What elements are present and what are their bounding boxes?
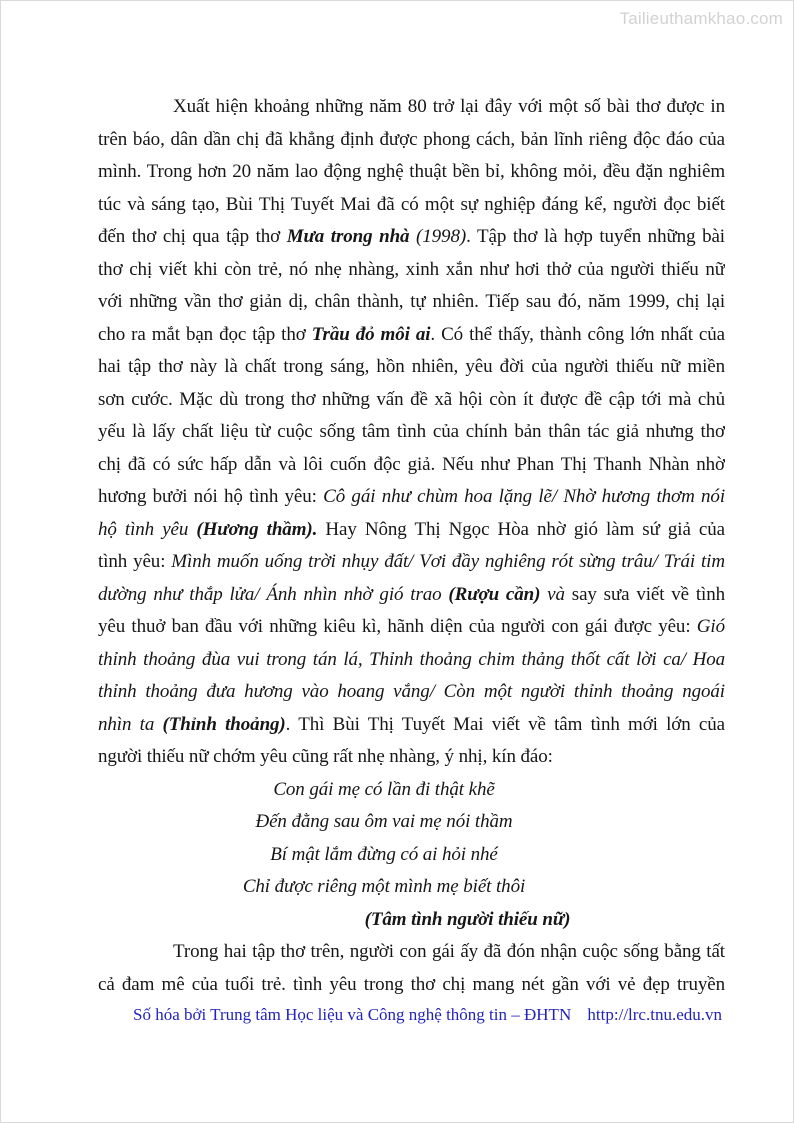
text-run: túc và sáng tạo, Bùi Thị Tuyết Mai đã có một sự nghiệp đáng kể, người đọc biết	[98, 193, 725, 215]
poem-block	[98, 774, 725, 904]
paragraph-1-line	[98, 579, 725, 612]
text-run: Con gái mẹ có lần đi thật khẽ	[273, 778, 495, 800]
paragraph-1-line	[98, 481, 725, 514]
text-run: chị đã có sức hấp dẫn và lôi cuốn độc giả. Nếu như Phan Thị Thanh Nhàn nhờ	[98, 453, 725, 475]
paragraph-1-line	[98, 319, 725, 352]
text-run: cả đam mê của tuổi trẻ. tình yêu trong thơ chị mang nét gần với vẻ đẹp truyền	[98, 973, 725, 995]
paragraph-1-line	[98, 124, 725, 157]
paragraph-1-line	[98, 91, 725, 124]
text-run: (Tâm tình người thiếu nữ)	[364, 908, 571, 930]
text-run: . Tập thơ là hợp tuyển những bài	[466, 226, 725, 247]
text-run: hương bưởi nói hộ tình yêu:	[98, 486, 324, 507]
poem-attribution	[98, 904, 725, 937]
text-run: Hay Nông Thị Ngọc Hòa nhờ gió làm sứ giả của	[317, 518, 725, 540]
paragraph-1-line	[98, 709, 725, 742]
text-run: mình. Trong hơn 20 năm lao động nghệ thuật bền bỉ, không mỏi, đều đặn nghiêm	[98, 161, 725, 182]
text-run: Gió	[696, 616, 725, 637]
text-run: Chỉ được riêng một mình mẹ biết thôi	[242, 876, 526, 897]
paragraph-2-line	[98, 936, 725, 969]
text-run: thỉnh thoảng đưa hương vào hoang vắng/ Còn một người thỉnh thoảng ngoái	[98, 681, 725, 702]
paragraph-1-line	[98, 221, 725, 254]
poem-block-line	[98, 774, 725, 807]
paragraph-1-line	[98, 611, 725, 644]
paragraph-1-line	[98, 644, 725, 677]
text-run: say sưa viết về tình	[564, 583, 725, 605]
text-run: hai tập thơ này là chất trong sáng, hồn nhiên, yêu đời của người thiếu nữ miền	[98, 356, 725, 377]
paragraph-1-line	[98, 741, 725, 774]
paragraph-1-line	[98, 384, 725, 417]
paragraph-1-line	[98, 676, 725, 709]
paragraph-1-line	[98, 416, 725, 449]
text-run: Trầu đỏ môi ai	[311, 323, 431, 345]
text-run: Xuất hiện khoảng những năm 80 trở lại đây với một số bài thơ được in	[173, 96, 725, 117]
text-run: . Thì Bùi Thị Tuyết Mai viết về tâm tình mới lớn của	[285, 713, 725, 735]
paragraph-1-line	[98, 546, 725, 579]
paragraph-2-line	[98, 969, 725, 1002]
text-run: đến thơ chị qua tập thơ	[98, 226, 287, 247]
text-run: Trong hai tập thơ trên, người con gái ấy đã đón nhận cuộc sống bằng tất	[173, 941, 725, 962]
paragraph-2	[98, 936, 725, 1001]
text-run: Đến đằng sau ôm vai mẹ nói thầm	[255, 811, 513, 832]
text-run: (Rượu cần)	[448, 583, 541, 605]
text-run: (Thỉnh thoảng)	[162, 713, 286, 735]
text-run: trên báo, dân dần chị đã khẳng định được phong cách, bản lĩnh riêng độc đáo của	[98, 128, 725, 150]
text-run: người thiếu nữ chớm yêu cũng rất nhẹ nhàng, ý nhị, kín đáo:	[98, 746, 553, 767]
footer-link[interactable]: http://lrc.tnu.edu.vn	[587, 1005, 722, 1024]
text-run: . Có thể thấy, thành công lớn nhất của	[430, 323, 725, 345]
poem-block-line	[98, 806, 725, 839]
text-run: dường như thắp lửa/ Ánh nhìn nhờ gió trao	[98, 583, 449, 605]
text-run: Mưa trong nhà	[286, 226, 410, 247]
paragraph-1-line	[98, 156, 725, 189]
page-footer	[98, 1003, 722, 1027]
text-run: yếu là lấy chất liệu từ cuộc sống tâm tình của chính bản thân tác giả nhưng thơ	[98, 421, 725, 442]
text-run: sơn cước. Mặc dù trong thơ những vấn đề xã hội còn ít được đề cập tới mà chủ	[98, 388, 725, 410]
text-run: với những vần thơ giản dị, chân thành, tự nhiên. Tiếp sau đó, năm 1999, chị lại	[98, 291, 725, 312]
text-run: hộ tình yêu	[98, 518, 197, 540]
paragraph-1	[98, 91, 725, 774]
document-body	[98, 91, 725, 1001]
text-run: và	[540, 583, 565, 605]
text-run: yêu thuở ban đầu với những kiêu kì, hãnh diện của người con gái được yêu:	[98, 616, 697, 637]
paragraph-1-line	[98, 286, 725, 319]
paragraph-1-line	[98, 351, 725, 384]
paragraph-1-line	[98, 449, 725, 482]
text-run: Mình muốn uống trời nhụy đất/ Vơi đầy nghiêng rót sừng trâu/ Trái tim	[171, 551, 725, 572]
text-run: cho ra mắt bạn đọc tập thơ	[98, 323, 312, 345]
text-run: thỉnh thoảng đùa vui trong tán lá, Thỉnh thoảng chim thảng thốt cất lời ca/ Hoa	[98, 648, 725, 670]
text-run: (1998)	[416, 226, 467, 247]
text-run: tình yêu:	[98, 551, 172, 572]
text-run: Bí mật lắm đừng có ai hỏi nhé	[270, 843, 498, 865]
footer-digitized-note: Số hóa bởi Trung tâm Học liệu và Công nghệ thông tin – ĐHTN	[133, 1005, 572, 1024]
paragraph-1-line	[98, 254, 725, 287]
watermark: Tailieuthamkhao.com	[619, 9, 783, 28]
poem-attribution-line	[98, 904, 725, 937]
text-run: nhìn ta	[98, 713, 163, 735]
text-run: Cô gái như chùm hoa lặng lẽ/ Nhờ hương thơm nói	[323, 486, 725, 507]
paragraph-1-line	[98, 514, 725, 547]
poem-block-line	[98, 839, 725, 872]
paragraph-1-line	[98, 189, 725, 222]
text-run: thơ chị viết khi còn trẻ, nó nhẹ nhàng, xinh xắn như hơi thở của người thiếu nữ	[98, 258, 725, 280]
text-run: (Hương thầm).	[196, 518, 318, 540]
poem-block-line	[98, 871, 725, 904]
